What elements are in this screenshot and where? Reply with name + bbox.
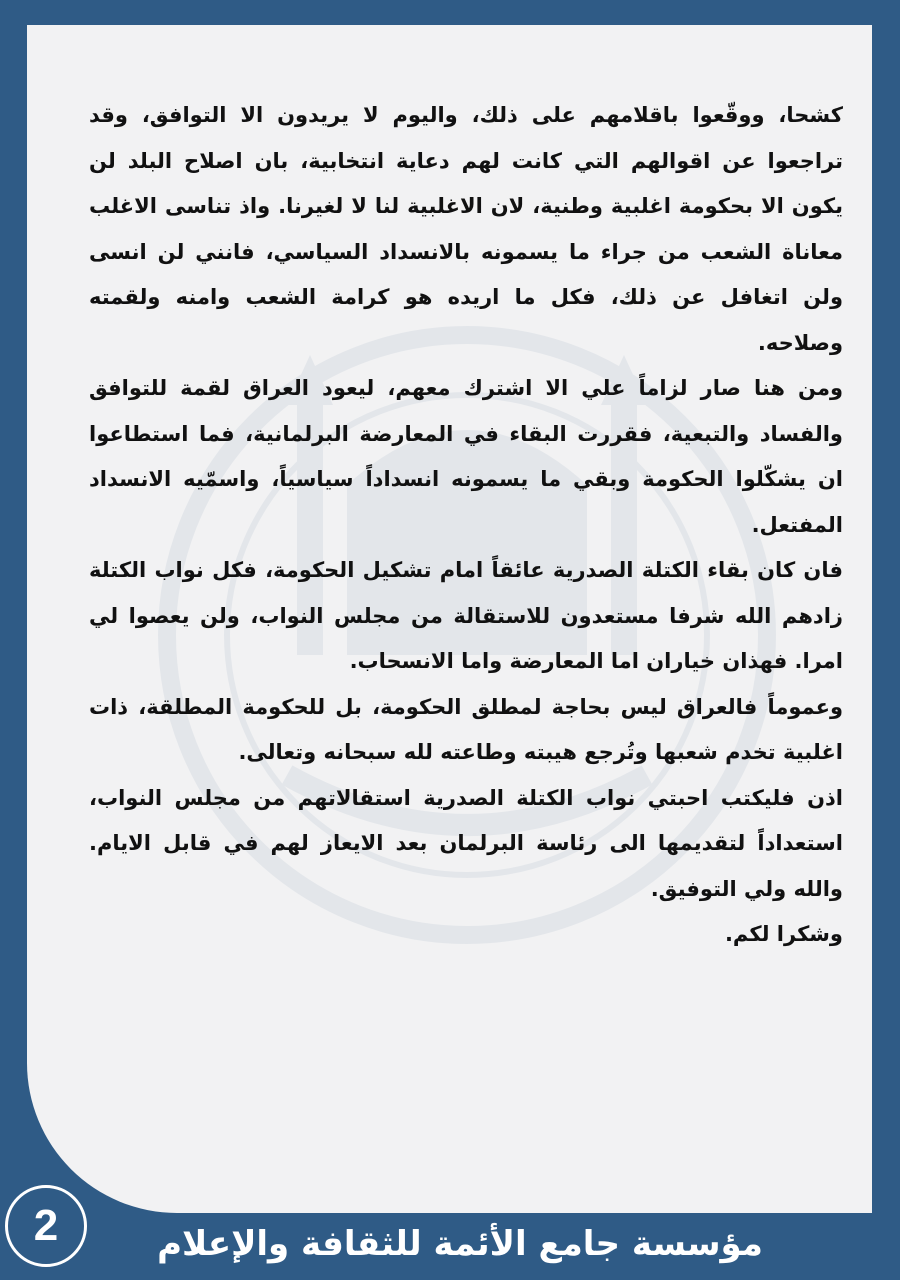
article-body	[89, 93, 843, 958]
page-number-badge	[5, 1185, 87, 1267]
paragraph-5: اذن فليكتب احبتي نواب الكتلة الصدرية استقالاتهم من مجلس النواب، استعداداً لتقديمها الى رئاسة البرلمان بعد الايعاز لهم في قابل الايام. والله ولي التوفيق.	[89, 785, 843, 901]
paragraph-6: وشكرا لكم.	[724, 922, 843, 946]
paragraph-2: ومن هنا صار لزاماً علي الا اشترك معهم، ليعود العراق لقمة للتوافق والفساد والتبعية، فقررت البقاء في المعارضة البرلمانية، فما استطاعوا ان يشكّلوا الحكومة وبقي ما يسمونه انسداداً سياسياً، واسمّيه الانسداد المفتعل.	[89, 376, 843, 537]
document-page	[27, 25, 872, 1213]
footer-brand-name: مؤسسة جامع الأئمة للثقافة والإعلام	[157, 1224, 763, 1264]
paragraph-3: فان كان بقاء الكتلة الصدرية عائقاً امام تشكيل الحكومة، فكل نواب الكتلة زادهم الله شرفا مستعدون للاستقالة من مجلس النواب، ولن يعصوا لي امرا. فهذان خياران اما المعارضة واما الانسحاب.	[89, 558, 843, 673]
paragraph-1: كشحا، ووقّعوا باقلامهم على ذلك، واليوم لا يريدون الا التوافق، وقد تراجعوا عن اقوالهم التي كانت لهم دعاية انتخابية، بان اصلاح البلد لن يكون الا بحكومة اغلبية وطنية، لان الاغلبية لنا لا لغيرنا. واذ تناسى الاغلب معاناة الشعب من جراء ما يسمونه بالانسداد السياسي، فانني لن انسى ولن اتغافل عن ذلك، فكل ما اريده هو كرامة الشعب وامنه ولقمته وصلاحه.	[89, 103, 843, 355]
page-number: 2	[33, 1201, 59, 1250]
paragraph-4: وعموماً فالعراق ليس بحاجة لمطلق الحكومة، بل للحكومة المطلقة، ذات اغلبية تخدم شعبها وتُرجع هيبته وطاعته لله سبحانه وتعالى.	[89, 694, 843, 764]
